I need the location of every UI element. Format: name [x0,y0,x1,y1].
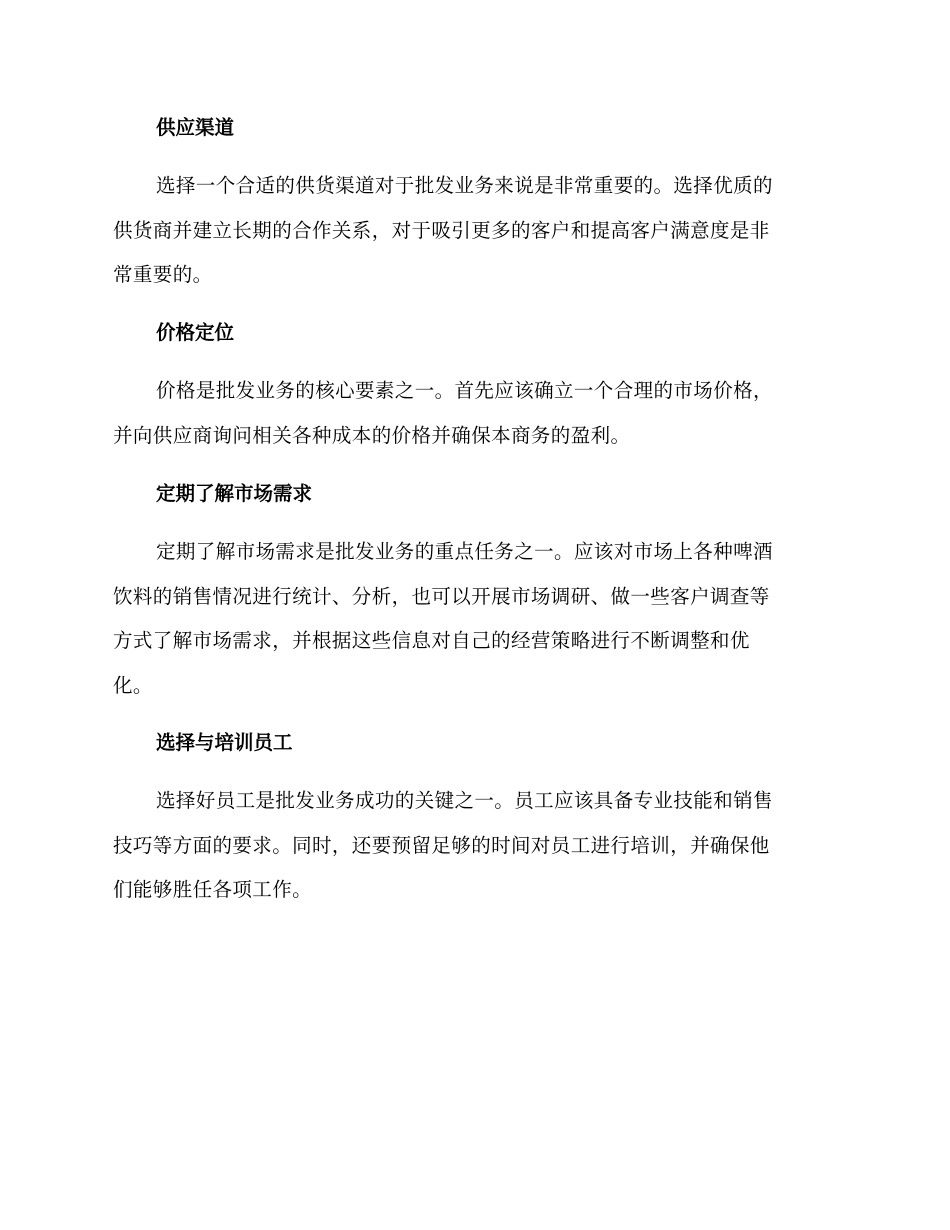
section-body-price-positioning [113,369,831,458]
paragraph-line: 化。 [113,673,153,697]
section-body-staff-training [113,779,831,913]
section-heading-supply-channel: 供应渠道 [156,116,235,139]
paragraph-line: 技巧等方面的要求。同时，还要预留足够的时间对员工进行培训，并确保他 [113,833,770,857]
section-heading-market-demand: 定期了解市场需求 [156,482,313,505]
section-body-market-demand [113,530,831,708]
paragraph-line: 选择一个合适的供货渠道对于批发业务来说是非常重要的。选择优质的 [156,174,773,197]
paragraph-line: 定期了解市场需求是批发业务的重点任务之一。应该对市场上各种啤酒 [156,540,773,563]
section-heading-price-positioning: 价格定位 [156,321,235,344]
paragraph-line: 常重要的。 [113,263,213,286]
section-body-supply-channel [113,164,831,298]
paragraph-line: 方式了解市场需求，并根据这些信息对自己的经营策略进行不断调整和优 [113,629,750,652]
paragraph-line: 价格是批发业务的核心要素之一。首先应该确立一个合理的市场价格， [156,379,773,402]
section-heading-staff-training: 选择与培训员工 [156,731,293,754]
paragraph-line: 们能够胜任各项工作。 [113,878,313,901]
paragraph-line: 供货商并建立长期的合作关系，对于吸引更多的客户和提高客户满意度是非 [113,218,770,242]
paragraph-line: 并向供应商询问相关各种成本的价格并确保本商务的盈利。 [113,423,631,447]
paragraph-line: 饮料的销售情况进行统计、分析，也可以开展市场调研、做一些客户调查等 [113,584,770,608]
paragraph-line: 选择好员工是批发业务成功的关键之一。员工应该具备专业技能和销售 [156,789,773,812]
